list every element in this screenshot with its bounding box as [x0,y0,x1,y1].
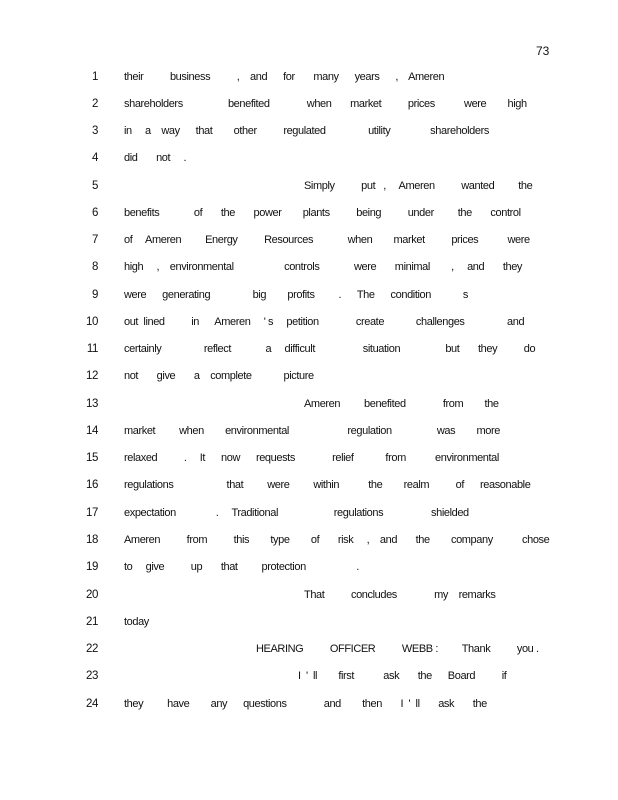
line-text: market when environmental regulation was more [124,425,500,437]
transcript-line [0,534,618,552]
line-number: 23 [86,670,98,682]
transcript-line [0,207,618,225]
line-number: 16 [86,479,98,491]
line-number: 13 [86,398,98,410]
line-text: HEARING OFFICER WEBB : Thank you . [256,643,539,655]
transcript-line [0,398,618,416]
line-text: were generating big profits . The condition s [124,289,468,301]
transcript-line [0,616,618,634]
line-number: 5 [92,180,98,192]
line-number: 8 [92,261,98,273]
line-number: 15 [86,452,98,464]
transcript-line [0,98,618,116]
line-number: 6 [92,207,98,219]
line-number: 24 [86,698,98,710]
line-number: 10 [86,316,98,328]
line-number: 22 [86,643,98,655]
transcript-line [0,452,618,470]
line-number: 21 [86,616,98,628]
line-text: their business , and for many years , Ameren [124,71,445,83]
line-number: 11 [86,343,98,355]
transcript-line [0,507,618,525]
transcript-line [0,370,618,388]
line-number: 7 [92,234,98,246]
line-text: Ameren benefited from the [304,398,499,410]
line-number: 4 [92,152,98,164]
line-text: not give a complete picture [124,370,314,382]
page-number: 73 [536,44,550,58]
transcript-line [0,152,618,170]
line-text: That concludes my remarks [304,589,496,601]
line-text: relaxed . It now requests relief from environmental [124,452,499,464]
line-text: of Ameren Energy Resources when market prices were [124,234,530,246]
line-number: 18 [86,534,98,546]
transcript-line [0,479,618,497]
transcript-line [0,261,618,279]
line-number: 17 [86,507,98,519]
line-text: high , environmental controls were minimal , and they [124,261,523,273]
line-text: expectation . Traditional regulations shielded [124,507,469,519]
line-text: in a way that other regulated utility shareholders [124,125,489,137]
line-text: out lined in Ameren ' s petition create challenges and [124,316,525,328]
line-text: to give up that protection . [124,561,359,573]
line-number: 14 [86,425,98,437]
line-number: 12 [86,370,98,382]
transcript-line [0,343,618,361]
transcript-line [0,643,618,661]
line-text: did not . [124,152,187,164]
transcript-line [0,698,618,716]
line-text: certainly reflect a difficult situation but they do [124,343,536,355]
transcript-line [0,180,618,198]
line-number: 1 [92,71,98,83]
transcript-line [0,670,618,688]
line-number: 19 [86,561,98,573]
line-number: 2 [92,98,98,110]
transcript-line [0,71,618,89]
line-text: benefits of the power plants being under the control [124,207,521,219]
transcript-line [0,316,618,334]
line-number: 20 [86,589,98,601]
line-text: shareholders benefited when market prices were high [124,98,527,110]
transcript-line [0,289,618,307]
line-text: Ameren from this type of risk , and the company chose [124,534,550,546]
transcript-line [0,561,618,579]
transcript-line [0,125,618,143]
line-text: they have any questions and then I ' ll ask the [124,698,487,710]
line-text: Simply put , Ameren wanted the [304,180,533,192]
transcript-line [0,425,618,443]
line-text: today [124,616,149,628]
transcript-line [0,589,618,607]
transcript-line [0,234,618,252]
line-number: 3 [92,125,98,137]
line-number: 9 [92,289,98,301]
line-text: I ' ll first ask the Board if [298,670,507,682]
line-text: regulations that were within the realm of reasonable [124,479,531,491]
